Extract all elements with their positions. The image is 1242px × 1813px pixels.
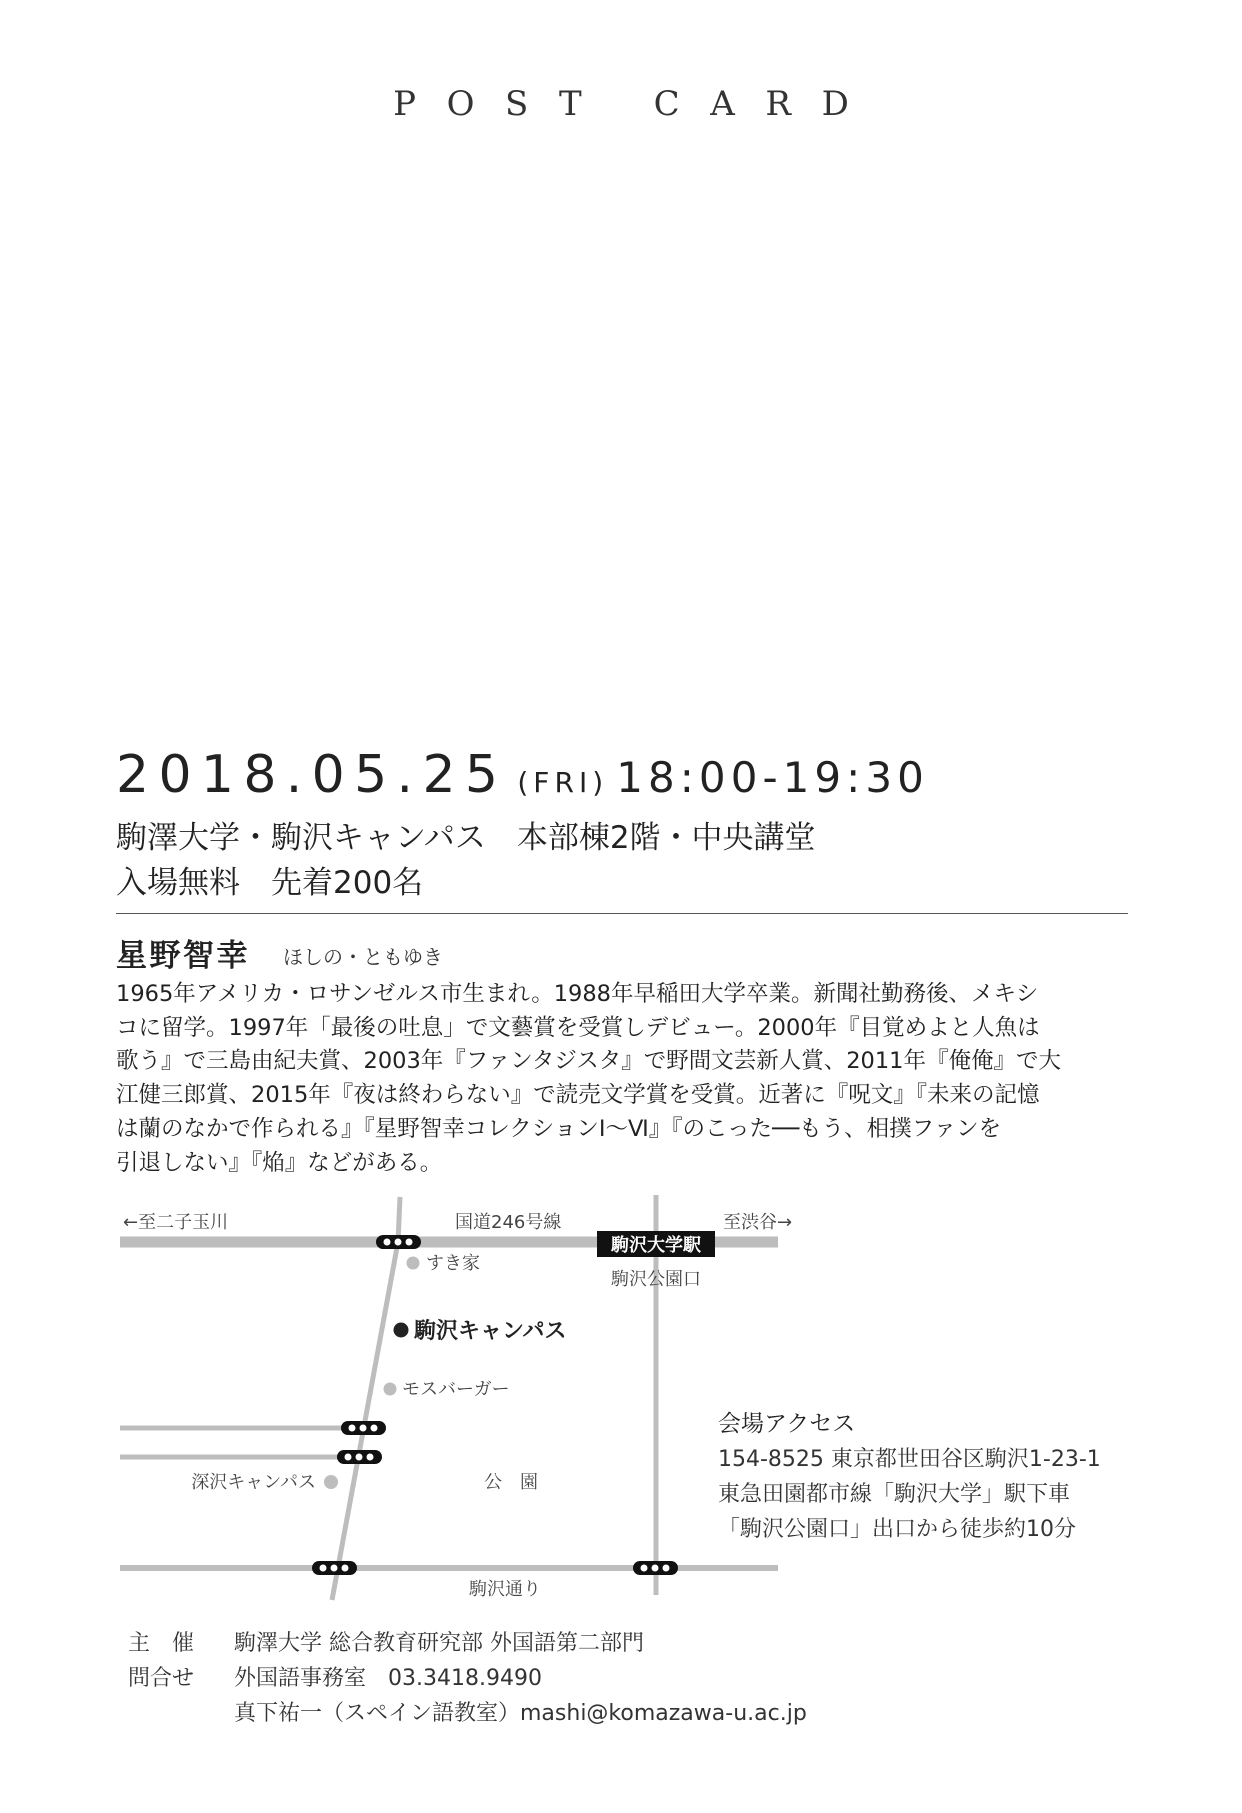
bio-line: は蘭のなかで作られる』『星野智幸コレクションⅠ〜Ⅵ』『のこった──もう、相撲ファンを [116,1115,1002,1142]
author-reading: ほしの・ともゆき [283,945,443,969]
mos-label: モスバーガー [402,1379,510,1400]
section-divider [116,913,1128,914]
access-walk: 「駒沢公園口」出口から徒歩約10分 [718,1517,1076,1542]
campus-label: 駒沢キャンパス [414,1319,567,1344]
bio-line: コに留学。1997年「最後の吐息」で文藝賞を受賞しデビュー。2000年『目覚めよと人魚は [116,1014,1040,1041]
access-map [0,1195,1242,1615]
event-venue: 駒澤大学・駒沢キャンパス 本部棟2階・中央講堂 [116,820,816,856]
left-direction-label: ←至二子玉川 [123,1212,229,1233]
park-label: 公 園 [484,1472,538,1493]
right-direction-label: 至渋谷→ [723,1212,793,1233]
postcard-header: POST CARD [393,84,880,124]
contact-person: 真下祐一（スペイン語教室）mashi@komazawa-u.ac.jp [234,1701,807,1726]
access-train-line: 東急田園都市線「駒沢大学」駅下車 [718,1482,1071,1507]
contact-value: 外国語事務室 03.3418.9490 [234,1666,542,1691]
landmark-dot-icon [384,1383,397,1396]
route-246-label: 国道246号線 [455,1212,562,1233]
event-time: 18:00-19:30 [616,753,929,802]
author-bio [116,978,1130,1180]
landmark-dot-icon [407,1257,420,1270]
traffic-light-icon [312,1561,357,1575]
bio-line: 歌う』で三島由紀夫賞、2003年『ファンタジスタ』で野間文芸新人賞、2011年『俺俺』で大 [116,1048,1061,1075]
event-admission: 入場無料 先着200名 [116,865,424,901]
contact-label: 問合せ [128,1666,195,1691]
access-address: 154-8525 東京都世田谷区駒沢1-23-1 [718,1447,1101,1472]
bio-line: 江健三郎賞、2015年『夜は終わらない』で読売文学賞を受賞。近著に『呪文』『未来の記憶 [116,1082,1040,1109]
event-day-of-week: (FRI) [517,766,609,799]
event-datetime [116,745,929,805]
campus-dot-icon [394,1323,409,1338]
traffic-light-icon [376,1235,421,1249]
fukasawa-label: 深沢キャンパス [191,1472,316,1493]
traffic-light-icon [337,1450,382,1464]
komazawa-dori-label: 駒沢通り [469,1579,541,1600]
station-exit-label: 駒沢公園口 [611,1269,701,1290]
access-title: 会場アクセス [718,1411,856,1437]
bio-line: 引退しない』『焔』などがある。 [116,1149,443,1176]
sukiya-label: すき家 [426,1253,480,1274]
bio-line: 1965年アメリカ・ロサンゼルス市生まれ。1988年早稲田大学卒業。新聞社勤務後、メキシ [116,981,1039,1007]
station-label: 駒沢大学駅 [611,1235,701,1256]
host-value: 駒澤大学 総合教育研究部 外国語第二部門 [234,1631,644,1656]
author-name: 星野智幸 [116,938,250,974]
event-date: 2018.05.25 [116,745,508,805]
host-label: 主 催 [128,1631,195,1656]
landmark-dot-icon [324,1475,338,1489]
traffic-light-icon [633,1561,678,1575]
traffic-light-icon [341,1421,386,1435]
